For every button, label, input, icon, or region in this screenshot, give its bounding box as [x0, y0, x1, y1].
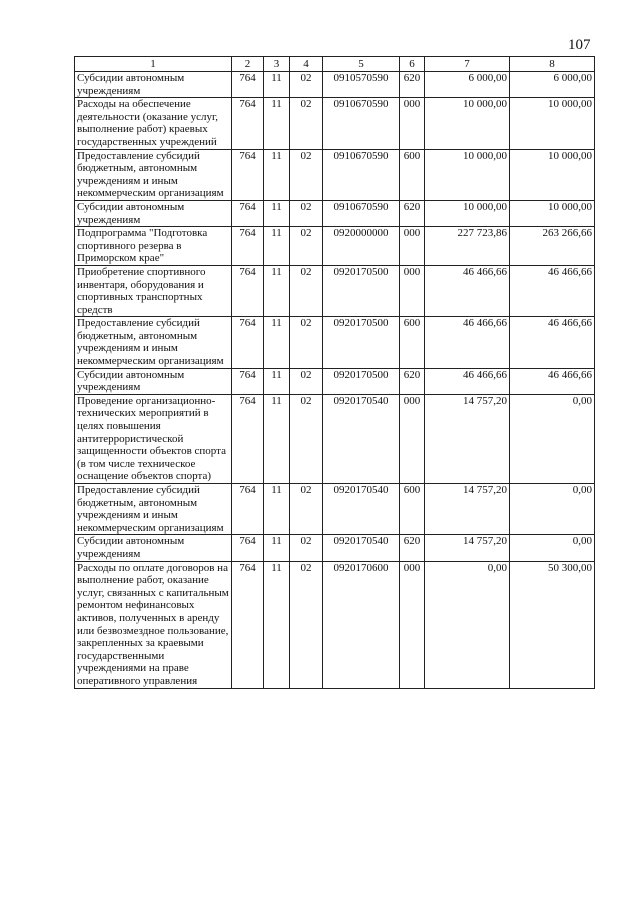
- expense-type-cell: 620: [400, 200, 425, 226]
- section-code-cell: 11: [264, 98, 290, 149]
- amount-col8-cell: 0,00: [510, 484, 595, 535]
- expense-type-cell: 620: [400, 535, 425, 561]
- ministry-code-cell: 764: [232, 227, 264, 266]
- subsection-code-cell: 02: [290, 394, 323, 483]
- target-code-cell: 0910670590: [323, 149, 400, 200]
- target-code-cell: 0910670590: [323, 200, 400, 226]
- amount-col8-cell: 263 266,66: [510, 227, 595, 266]
- table-row: [75, 317, 595, 368]
- section-code-cell: 11: [264, 265, 290, 316]
- ministry-code-cell: 764: [232, 561, 264, 688]
- subsection-code-cell: 02: [290, 484, 323, 535]
- ministry-code-cell: 764: [232, 484, 264, 535]
- expense-name-cell: Проведение организационно-технических мероприятий в целях повышения антитеррористической защищенности объектов спорта (в том числе техническое оснащение объектов спорта): [75, 394, 232, 483]
- expense-type-cell: 000: [400, 227, 425, 266]
- target-code-cell: 0920000000: [323, 227, 400, 266]
- subsection-code-cell: 02: [290, 317, 323, 368]
- ministry-code-cell: 764: [232, 72, 264, 98]
- header-cell: 6: [400, 57, 425, 72]
- budget-table: [74, 56, 595, 689]
- target-code-cell: 0920170540: [323, 535, 400, 561]
- expense-name-cell: Приобретение спортивного инвентаря, оборудования и спортивных транспортных средств: [75, 265, 232, 316]
- expense-type-cell: 000: [400, 265, 425, 316]
- target-code-cell: 0910570590: [323, 72, 400, 98]
- target-code-cell: 0920170540: [323, 394, 400, 483]
- ministry-code-cell: 764: [232, 394, 264, 483]
- ministry-code-cell: 764: [232, 98, 264, 149]
- target-code-cell: 0920170600: [323, 561, 400, 688]
- expense-type-cell: 000: [400, 98, 425, 149]
- amount-col7-cell: 14 757,20: [425, 394, 510, 483]
- subsection-code-cell: 02: [290, 149, 323, 200]
- amount-col8-cell: 10 000,00: [510, 98, 595, 149]
- target-code-cell: 0920170500: [323, 317, 400, 368]
- expense-name-cell: Предоставление субсидий бюджетным, автономным учреждениям и иным некоммерческим организациям: [75, 317, 232, 368]
- amount-col8-cell: 10 000,00: [510, 149, 595, 200]
- column-number-row: [75, 57, 595, 72]
- header-cell: 5: [323, 57, 400, 72]
- expense-type-cell: 600: [400, 149, 425, 200]
- subsection-code-cell: 02: [290, 72, 323, 98]
- section-code-cell: 11: [264, 368, 290, 394]
- amount-col7-cell: 10 000,00: [425, 98, 510, 149]
- amount-col7-cell: 6 000,00: [425, 72, 510, 98]
- section-code-cell: 11: [264, 149, 290, 200]
- table-row: [75, 227, 595, 266]
- expense-type-cell: 620: [400, 72, 425, 98]
- amount-col7-cell: 227 723,86: [425, 227, 510, 266]
- amount-col7-cell: 10 000,00: [425, 200, 510, 226]
- table-row: [75, 561, 595, 688]
- expense-type-cell: 000: [400, 394, 425, 483]
- expense-name-cell: Субсидии автономным учреждениям: [75, 535, 232, 561]
- expense-name-cell: Предоставление субсидий бюджетным, автономным учреждениям и иным некоммерческим организациям: [75, 484, 232, 535]
- subsection-code-cell: 02: [290, 227, 323, 266]
- page-number: 107: [568, 37, 591, 53]
- expense-name-cell: Субсидии автономным учреждениям: [75, 368, 232, 394]
- target-code-cell: 0920170500: [323, 368, 400, 394]
- header-cell: 4: [290, 57, 323, 72]
- amount-col8-cell: 0,00: [510, 394, 595, 483]
- target-code-cell: 0920170540: [323, 484, 400, 535]
- subsection-code-cell: 02: [290, 368, 323, 394]
- table-row: [75, 149, 595, 200]
- expense-type-cell: 620: [400, 368, 425, 394]
- amount-col8-cell: 0,00: [510, 535, 595, 561]
- expense-name-cell: Субсидии автономным учреждениям: [75, 200, 232, 226]
- header-cell: 2: [232, 57, 264, 72]
- table-row: [75, 394, 595, 483]
- section-code-cell: 11: [264, 561, 290, 688]
- section-code-cell: 11: [264, 484, 290, 535]
- expense-type-cell: 600: [400, 484, 425, 535]
- ministry-code-cell: 764: [232, 265, 264, 316]
- ministry-code-cell: 764: [232, 368, 264, 394]
- header-cell: 8: [510, 57, 595, 72]
- amount-col7-cell: 14 757,20: [425, 484, 510, 535]
- section-code-cell: 11: [264, 200, 290, 226]
- amount-col7-cell: 0,00: [425, 561, 510, 688]
- target-code-cell: 0920170500: [323, 265, 400, 316]
- subsection-code-cell: 02: [290, 561, 323, 688]
- subsection-code-cell: 02: [290, 98, 323, 149]
- amount-col8-cell: 46 466,66: [510, 368, 595, 394]
- table-row: [75, 200, 595, 226]
- section-code-cell: 11: [264, 317, 290, 368]
- header-cell: 3: [264, 57, 290, 72]
- ministry-code-cell: 764: [232, 200, 264, 226]
- ministry-code-cell: 764: [232, 535, 264, 561]
- header-cell: 1: [75, 57, 232, 72]
- ministry-code-cell: 764: [232, 149, 264, 200]
- subsection-code-cell: 02: [290, 265, 323, 316]
- amount-col8-cell: 50 300,00: [510, 561, 595, 688]
- amount-col8-cell: 6 000,00: [510, 72, 595, 98]
- amount-col7-cell: 46 466,66: [425, 368, 510, 394]
- amount-col8-cell: 10 000,00: [510, 200, 595, 226]
- section-code-cell: 11: [264, 394, 290, 483]
- expense-name-cell: Субсидии автономным учреждениям: [75, 72, 232, 98]
- table-row: [75, 265, 595, 316]
- expense-type-cell: 000: [400, 561, 425, 688]
- expense-name-cell: Расходы на обеспечение деятельности (оказание услуг, выполнение работ) краевых государственных учреждений: [75, 98, 232, 149]
- section-code-cell: 11: [264, 227, 290, 266]
- amount-col8-cell: 46 466,66: [510, 265, 595, 316]
- amount-col7-cell: 14 757,20: [425, 535, 510, 561]
- ministry-code-cell: 764: [232, 317, 264, 368]
- header-cell: 7: [425, 57, 510, 72]
- expense-name-cell: Расходы по оплате договоров на выполнение работ, оказание услуг, связанных с капитальным ремонтом нефинансовых активов, полученных в аренду или безвозмездное пользование, закрепленных за краевыми государственными учреждениями на праве оперативного управления: [75, 561, 232, 688]
- table-row: [75, 484, 595, 535]
- section-code-cell: 11: [264, 535, 290, 561]
- expense-type-cell: 600: [400, 317, 425, 368]
- table-row: [75, 535, 595, 561]
- target-code-cell: 0910670590: [323, 98, 400, 149]
- expense-name-cell: Подпрограмма "Подготовка спортивного резерва в Приморском крае": [75, 227, 232, 266]
- amount-col8-cell: 46 466,66: [510, 317, 595, 368]
- section-code-cell: 11: [264, 72, 290, 98]
- table-row: [75, 98, 595, 149]
- subsection-code-cell: 02: [290, 535, 323, 561]
- subsection-code-cell: 02: [290, 200, 323, 226]
- table-row: [75, 368, 595, 394]
- table-row: [75, 72, 595, 98]
- amount-col7-cell: 46 466,66: [425, 317, 510, 368]
- amount-col7-cell: 46 466,66: [425, 265, 510, 316]
- amount-col7-cell: 10 000,00: [425, 149, 510, 200]
- expense-name-cell: Предоставление субсидий бюджетным, автономным учреждениям и иным некоммерческим организациям: [75, 149, 232, 200]
